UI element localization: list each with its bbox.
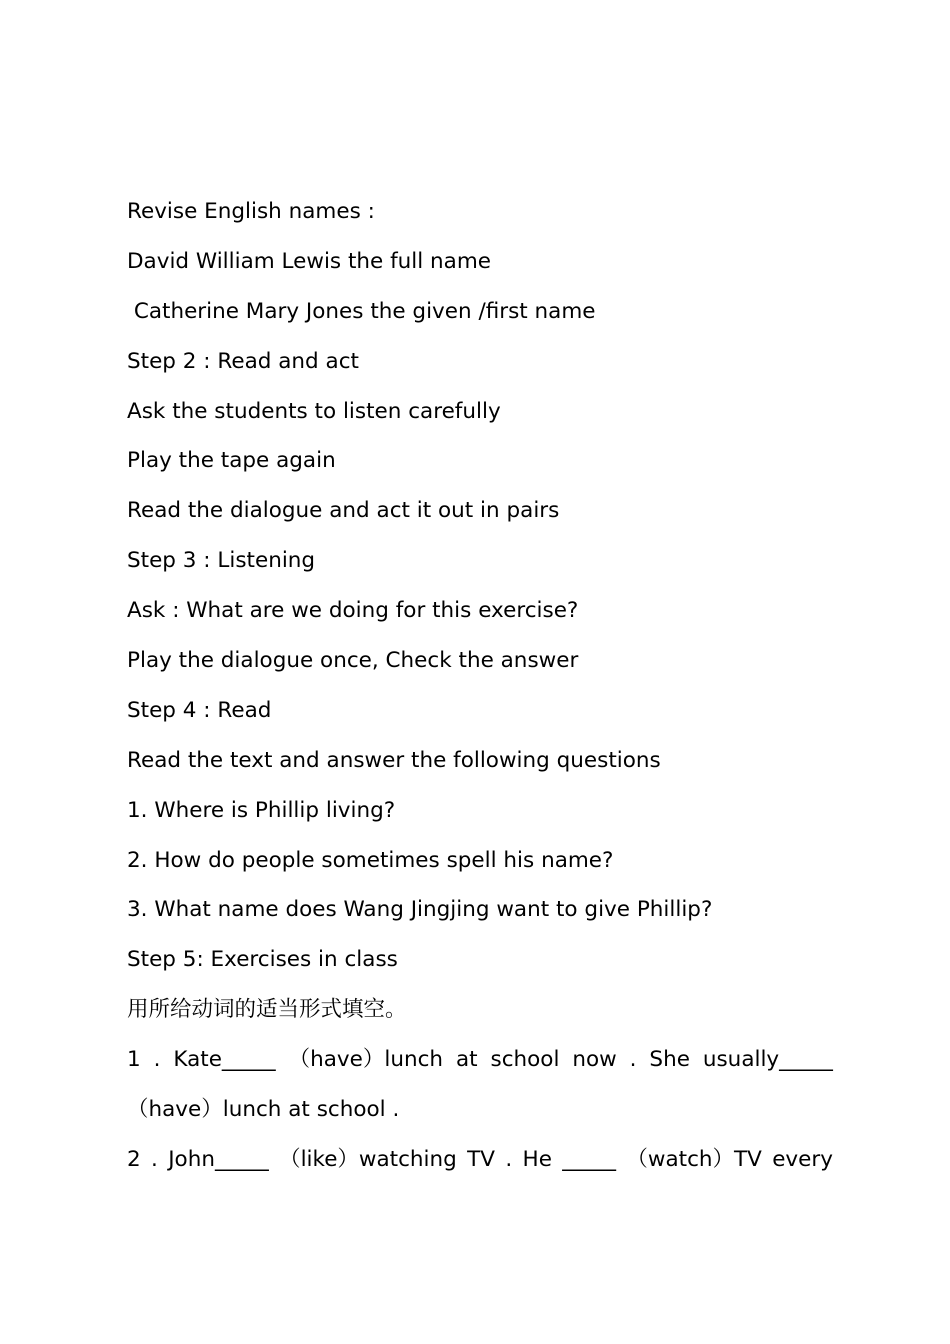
exercise-2-word: John_____ xyxy=(168,1146,269,1172)
exercise-instruction: 用所给动词的适当形式填空。 xyxy=(127,997,407,1023)
text-line-full-name: David William Lewis the full name xyxy=(127,248,492,274)
exercise-1-word: school xyxy=(490,1047,560,1073)
exercise-2-word: . xyxy=(505,1146,513,1172)
document-body xyxy=(127,187,833,1185)
question-3: 3. What name does Wang Jingjing want to give Phillip? xyxy=(127,897,713,923)
text-line-play-tape: Play the tape again xyxy=(127,448,336,474)
exercise-2-word: _____ xyxy=(562,1146,617,1172)
step-2-heading: Step 2 : Read and act xyxy=(127,348,359,374)
exercise-2-word: （watch）TV xyxy=(626,1146,762,1172)
text-line-listen: Ask the students to listen carefully xyxy=(127,398,501,424)
exercise-2-word: every xyxy=(772,1146,833,1172)
exercise-1-word: at xyxy=(455,1047,478,1073)
exercise-2-word: He xyxy=(522,1146,552,1172)
text-line-ask: Ask : What are we doing for this exercise? xyxy=(127,598,579,624)
text-line-read-text: Read the text and answer the following questions xyxy=(127,747,661,773)
text-line-revise-names: Revise English names : xyxy=(127,199,375,224)
exercise-1-word: She xyxy=(649,1047,690,1073)
exercise-1-continuation: （have）lunch at school . xyxy=(127,1097,400,1123)
step-3-heading: Step 3 : Listening xyxy=(127,548,316,574)
exercise-1-word: . xyxy=(153,1047,161,1073)
exercise-1-word: （have）lunch xyxy=(288,1047,444,1073)
question-2: 2. How do people sometimes spell his name? xyxy=(127,847,614,873)
exercise-1-word: . xyxy=(629,1047,637,1073)
exercise-1-word: 1 xyxy=(127,1047,141,1073)
text-line-read-dialogue: Read the dialogue and act it out in pairs xyxy=(127,498,560,524)
exercise-1-word: Kate_____ xyxy=(173,1047,276,1073)
text-line-play-dialogue: Play the dialogue once, Check the answer xyxy=(127,648,579,674)
exercise-1-word: usually_____ xyxy=(702,1047,833,1073)
exercise-2-word: . xyxy=(151,1146,158,1172)
question-1: 1. Where is Phillip living? xyxy=(127,797,396,823)
exercise-2-word: 2 xyxy=(127,1146,141,1172)
exercise-1-line xyxy=(127,1035,833,1085)
exercise-1-word: now xyxy=(572,1047,617,1073)
step-4-heading: Step 4 : Read xyxy=(127,697,272,723)
exercise-2-line xyxy=(127,1135,833,1185)
exercise-2-word: TV xyxy=(467,1146,495,1172)
step-5-heading: Step 5: Exercises in class xyxy=(127,947,398,973)
exercise-2-word: （like）watching xyxy=(279,1146,457,1172)
text-line-given-name: Catherine Mary Jones the given /first name xyxy=(127,298,596,324)
